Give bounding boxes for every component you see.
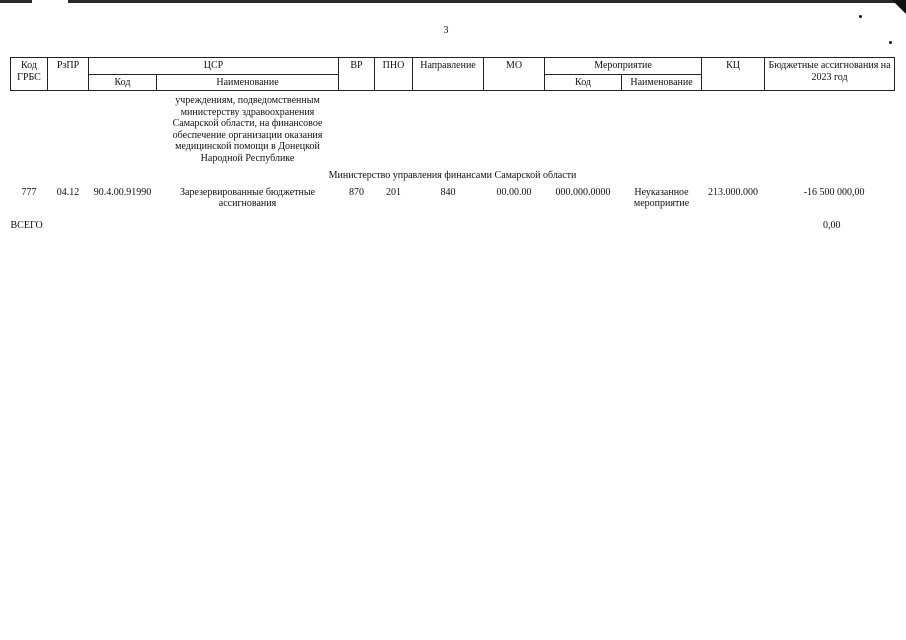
- cell-event-name: Неуказанное мероприятие: [633, 186, 690, 209]
- col-event-name: Наименование: [622, 74, 702, 91]
- col-budget: Бюджетные ассигнования на 2023 год: [765, 58, 895, 91]
- ministry-title: Министерство управления финансами Самарской области: [328, 170, 577, 181]
- col-csr-kod: Код: [89, 74, 157, 91]
- scan-edge-top: [0, 0, 906, 3]
- cell-rzpr: 04.12: [56, 186, 80, 198]
- continuation-text: учреждениям, подведомственным министерству здравоохранения Самарской области, на финансовое обеспечение организации оказания медицинской помощи в Донецкой Народной Республике: [172, 95, 323, 164]
- scan-corner-mark: [892, 0, 906, 14]
- cell-csr-name: Зарезервированные бюджетные ассигнования: [179, 186, 316, 209]
- col-kc: КЦ: [702, 58, 765, 91]
- col-mo: МО: [484, 58, 545, 91]
- total-row: [11, 210, 895, 232]
- col-vr: ВР: [339, 58, 375, 91]
- col-kod-grbs: Код ГРБС: [11, 58, 48, 91]
- col-csr: ЦСР: [89, 58, 339, 75]
- col-direction: Направление: [413, 58, 484, 91]
- cell-event-kod: 000.000.0000: [555, 186, 611, 198]
- cell-kod-grbs: 777: [21, 186, 37, 198]
- table-row: [11, 187, 895, 210]
- col-csr-name: Наименование: [157, 74, 339, 91]
- scan-speck: [859, 15, 862, 18]
- cell-pno: 201: [386, 186, 402, 198]
- col-rzpr: РзПР: [48, 58, 89, 91]
- col-event-kod: Код: [545, 74, 622, 91]
- cell-direction: 840: [440, 186, 456, 198]
- cell-amount: -16 500 000,00: [803, 186, 865, 198]
- cell-kc: 213.000.000: [708, 186, 759, 198]
- scan-speck: [889, 41, 892, 44]
- col-event: Мероприятие: [545, 58, 702, 75]
- budget-table: [10, 57, 895, 231]
- cell-vr: 870: [349, 186, 365, 198]
- ministry-row: [11, 164, 895, 187]
- col-pno: ПНО: [375, 58, 413, 91]
- total-label: ВСЕГО: [10, 219, 43, 231]
- table-header: [11, 58, 895, 91]
- cell-csr-kod: 90.4.00.91990: [93, 186, 152, 198]
- total-amount: 0,00: [823, 219, 841, 231]
- cell-mo: 00.00.00: [496, 186, 532, 198]
- continuation-row: [11, 91, 895, 165]
- page-number: 3: [443, 25, 449, 36]
- scan-edge-gap: [32, 0, 68, 3]
